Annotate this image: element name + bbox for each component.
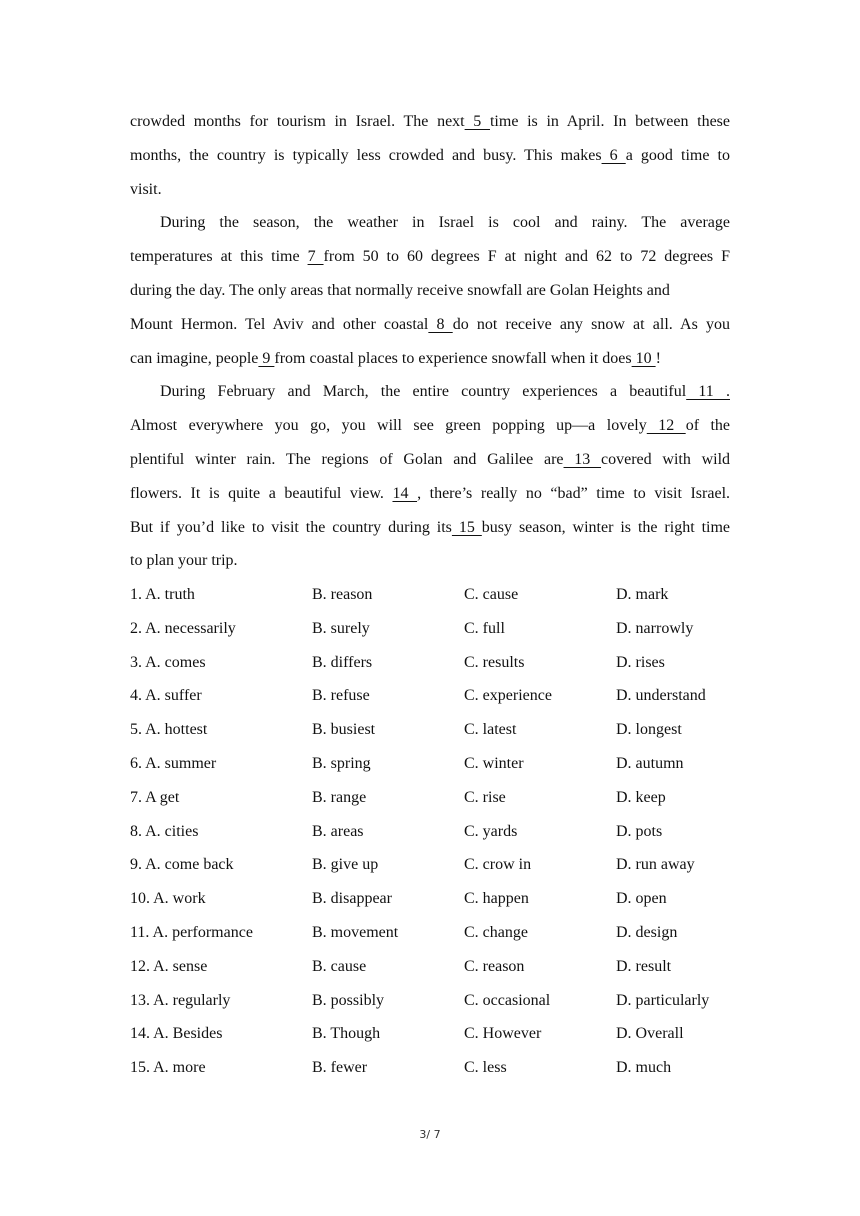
question-number: 14. — [130, 1025, 150, 1043]
passage-text: During the season, the weather in Israel is cool and rainy. The average — [160, 214, 730, 232]
passage-line — [130, 477, 730, 511]
question-option-row — [130, 1017, 730, 1051]
passage-text: ! — [655, 349, 661, 367]
question-number: 10. — [130, 890, 150, 908]
passage-text: But if you’d like to visit the country during its — [130, 518, 452, 536]
question-number: 3. — [130, 653, 142, 671]
option-a-text: A get — [145, 788, 180, 806]
question-option-row — [130, 848, 730, 882]
option-b: B. fewer — [312, 1059, 368, 1077]
passage-text: months, the country is typically less crowded and busy. This makes — [130, 146, 602, 164]
option-c: C. reason — [464, 957, 525, 975]
blank-number: 12 — [646, 417, 686, 435]
passage-text: crowded months for tourism in Israel. The next — [130, 113, 465, 130]
option-a — [130, 1051, 206, 1085]
passage-line — [130, 139, 730, 173]
option-a-text: A. suffer — [145, 687, 202, 705]
option-d: D. understand — [616, 687, 706, 705]
blank-number: 7 — [307, 248, 324, 266]
option-d: D. open — [616, 890, 667, 908]
passage-text: temperatures at this time — [130, 248, 308, 266]
question-option-row — [130, 916, 730, 950]
question-option-row — [130, 578, 730, 612]
option-a-text: A. comes — [145, 653, 206, 671]
option-d: D. keep — [616, 788, 666, 806]
question-option-row — [130, 781, 730, 815]
question-number: 7. — [130, 788, 142, 806]
question-number: 12. — [130, 957, 150, 975]
option-d: D. particularly — [616, 991, 710, 1009]
blank-number: 5 — [464, 113, 490, 130]
passage-text: to plan your trip. — [130, 552, 238, 570]
option-d: D. longest — [616, 721, 682, 739]
question-option-row — [130, 815, 730, 849]
passage-text: During February and March, the entire country experiences a beautiful — [160, 383, 687, 401]
passage-text: Almost everywhere you go, you will see green popping up—a lovely — [130, 417, 647, 435]
option-a-text: A. come back — [145, 856, 234, 874]
passage-line — [130, 409, 730, 443]
question-option-row — [130, 747, 730, 781]
question-option-row — [130, 984, 730, 1018]
option-a-text: A. cities — [145, 822, 199, 840]
question-option-row — [130, 679, 730, 713]
blank-number: 6 — [601, 146, 626, 164]
question-number: 11. — [130, 923, 150, 941]
option-c: C. rise — [464, 788, 506, 806]
question-option-row — [130, 646, 730, 680]
blank-number: 14 — [392, 484, 418, 502]
option-b: B. areas — [312, 822, 364, 840]
option-d: D. autumn — [616, 754, 684, 772]
blank-number: 9 — [258, 349, 275, 367]
option-c: C. experience — [464, 687, 552, 705]
passage-text: from coastal places to experience snowfall when it does — [274, 349, 632, 367]
question-number: 4. — [130, 687, 142, 705]
passage-text: of the — [685, 417, 730, 435]
option-c: C. latest — [464, 721, 517, 739]
blank-number: 11 . — [686, 383, 730, 401]
passage-line — [130, 308, 730, 342]
option-a-text: A. truth — [145, 586, 195, 603]
option-c: C. yards — [464, 822, 518, 840]
option-d: D. run away — [616, 856, 695, 874]
option-c: C. occasional — [464, 991, 551, 1009]
option-a — [130, 882, 206, 916]
option-d: D. narrowly — [616, 619, 694, 637]
question-number: 9. — [130, 856, 142, 874]
passage-text: , there’s really no “bad” time to visit Israel. — [417, 484, 730, 502]
option-a — [130, 612, 236, 646]
question-option-row — [130, 882, 730, 916]
option-a-text: A. hottest — [145, 721, 208, 739]
passage-text: time is in April. In between these — [489, 113, 730, 130]
passage-text: can imagine, people — [130, 349, 259, 367]
option-d: D. much — [616, 1059, 672, 1077]
passage-line — [130, 511, 730, 545]
question-number: 13. — [130, 991, 150, 1009]
reading-passage — [130, 105, 730, 578]
option-a — [130, 848, 234, 882]
option-b: B. give up — [312, 856, 379, 874]
passage-text: do not receive any snow at all. As you — [452, 315, 730, 333]
option-a — [130, 781, 179, 815]
blank-number: 10 — [631, 349, 656, 367]
passage-text: from 50 to 60 degrees F at night and 62 to 72 degrees F — [323, 248, 730, 266]
passage-text: during the day. The only areas that normally receive snowfall are Golan Heights and — [130, 281, 670, 299]
option-a — [130, 916, 253, 950]
option-d: D. rises — [616, 653, 665, 671]
option-b: B. possibly — [312, 991, 385, 1009]
option-a-text: A. necessarily — [145, 619, 236, 637]
option-b: B. differs — [312, 653, 373, 671]
passage-text: busy season, winter is the right time — [481, 518, 730, 536]
passage-text: flowers. It is quite a beautiful view. — [130, 484, 393, 502]
option-a — [130, 578, 195, 612]
option-b: B. surely — [312, 619, 370, 637]
passage-line — [130, 206, 730, 240]
question-option-row — [130, 713, 730, 747]
option-c: C. happen — [464, 890, 529, 908]
option-c: C. crow in — [464, 856, 532, 874]
passage-line — [130, 105, 730, 139]
option-a-text: A. work — [153, 890, 206, 908]
option-a — [130, 679, 202, 713]
passage-line — [130, 544, 730, 578]
option-b: B. disappear — [312, 890, 392, 908]
question-number: 1. — [130, 586, 142, 603]
option-c: C. full — [464, 619, 505, 637]
option-b: B. movement — [312, 923, 399, 941]
option-a-text: A. summer — [145, 754, 217, 772]
passage-text: a good time to — [625, 146, 730, 164]
passage-text: Mount Hermon. Tel Aviv and other coastal — [130, 315, 429, 333]
option-b: B. busiest — [312, 721, 376, 739]
question-option-row — [130, 612, 730, 646]
blank-number: 15 — [451, 518, 482, 536]
option-a — [130, 1017, 222, 1051]
passage-line — [130, 173, 730, 207]
option-d: D. mark — [616, 586, 669, 603]
option-a-text: A. more — [153, 1059, 206, 1077]
option-b: B. refuse — [312, 687, 370, 705]
option-a-text: A. Besides — [153, 1025, 223, 1043]
passage-line — [130, 342, 730, 376]
option-a — [130, 646, 206, 680]
option-c: C. However — [464, 1025, 542, 1043]
option-c: C. results — [464, 653, 525, 671]
option-b: B. cause — [312, 957, 367, 975]
question-number: 2. — [130, 619, 142, 637]
passage-text: plentiful winter rain. The regions of Golan and Galilee are — [130, 450, 564, 468]
answer-options-list — [130, 578, 730, 1085]
question-number: 5. — [130, 721, 142, 739]
option-c: C. change — [464, 923, 528, 941]
option-c: C. cause — [464, 586, 519, 603]
question-number: 8. — [130, 822, 142, 840]
option-a — [130, 815, 198, 849]
blank-number: 13 — [563, 450, 602, 468]
option-a-text: A. performance — [152, 923, 253, 941]
page-number: 3/ 7 — [419, 1128, 441, 1141]
option-a — [130, 950, 207, 984]
option-b: B. spring — [312, 754, 371, 772]
question-number: 15. — [130, 1059, 150, 1077]
option-d: D. pots — [616, 822, 663, 840]
passage-text: covered with wild — [601, 450, 730, 468]
option-c: C. less — [464, 1059, 507, 1077]
passage-line — [130, 274, 730, 308]
option-d: D. result — [616, 957, 672, 975]
option-b: B. range — [312, 788, 367, 806]
option-b: B. reason — [312, 586, 373, 603]
option-b: B. Though — [312, 1025, 381, 1043]
option-d: D. design — [616, 923, 678, 941]
passage-line — [130, 375, 730, 409]
question-option-row — [130, 1051, 730, 1085]
option-a-text: A. sense — [153, 957, 208, 975]
option-d: D. Overall — [616, 1025, 684, 1043]
option-a-text: A. regularly — [153, 991, 231, 1009]
passage-line — [130, 443, 730, 477]
passage-text: visit. — [130, 180, 162, 198]
option-a — [130, 713, 207, 747]
option-a — [130, 747, 216, 781]
question-option-row — [130, 950, 730, 984]
option-a — [130, 984, 230, 1018]
passage-line — [130, 240, 730, 274]
option-c: C. winter — [464, 754, 524, 772]
question-number: 6. — [130, 754, 142, 772]
blank-number: 8 — [428, 315, 453, 333]
